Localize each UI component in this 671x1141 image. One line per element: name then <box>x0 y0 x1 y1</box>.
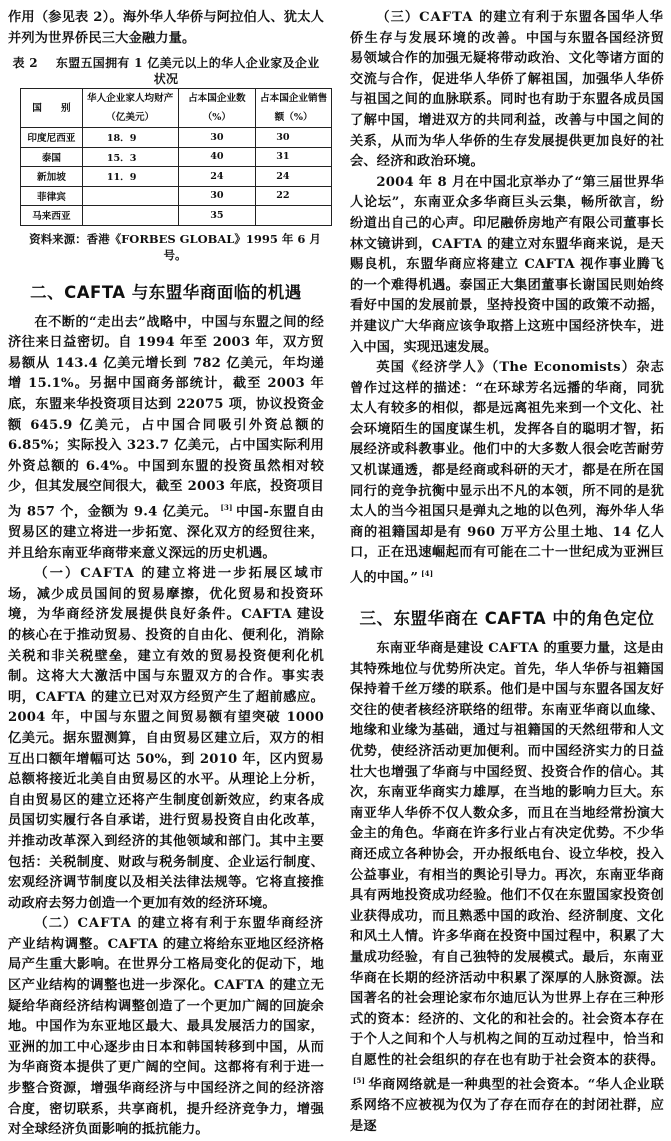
cell-country: 马来西亚 <box>21 206 83 226</box>
section-heading: 三、东盟华商在 CAFTA 中的角色定位 <box>359 609 655 629</box>
paragraph <box>350 639 664 1138</box>
subsection-heading: （三）CAFTA 的建立有利于东盟各国华人华侨生存与发展环境的改善。 <box>350 10 664 46</box>
intro-continuation: 作用（参见表 2）。海外华人华侨与阿拉伯人、犹太人并列为世界侨民三大金融力量。 <box>8 10 324 46</box>
cell-enterprise-share: 30 <box>178 128 256 148</box>
cell-sales-share: 30 <box>256 128 332 148</box>
table-header: 国 别 <box>21 89 83 128</box>
cell-sales-share: 31 <box>256 147 332 167</box>
table-header-row <box>21 89 332 128</box>
table-number: 表 2 <box>12 56 38 71</box>
table-title: 东盟五国拥有 1 亿美元以上的华人企业家及企业状况 <box>55 56 320 87</box>
paragraph-text: 中国与东盟各国经济贸易领域合作的加强无疑将带动政治、文化等诸方面的交流与合作，促进华人华侨了解祖国，加强华人华侨与祖国之间的血脉联系。同时也有助于东盟各成员国了解中国，增进双方的共同利益，改善与中国之间的关系，从而为华人华侨的生存发展提供更加良好的社会、经济和政治环境。 <box>350 30 665 170</box>
table-header: 华人企业家人均财产（亿美元） <box>82 89 178 128</box>
paragraph <box>8 914 324 1141</box>
cell-sales-share: 22 <box>256 186 332 206</box>
table-row <box>21 128 332 148</box>
paragraph-text: 中国-东盟自由贸易区的建立将进一步拓宽、深化双方的经贸往来，并且给东南亚华商带来意义深远的历史机遇。 <box>8 504 324 561</box>
paragraph-text: 英国《经济学人》（The Economists）杂志曾作过这样的描述：“在环球芳名远播的华商，同犹太人有较多的相似，都是远离祖先来到一个文化、社会环境陌生的国度谋生机，发挥各自的聪明才智，拓展经济或科教事业。他们中的大多数人很会吃苦耐劳又机谋通透，都是经商或科研的天才，都是在所在国同行的竞争抗衡中显示出不凡的本领，所不同的是犹太人的当今祖国只是弹丸之地的以色列，海外华人华商的祖籍国却是有 960 万平方公里土地、14 亿人口，正在迅速崛起而有可能在二十一世纪成为亚洲巨人的中国。” <box>350 360 664 586</box>
paragraph: 2004 年 8 月在中国北京举办了“第三届世界华人论坛”，东南亚众多华商巨头云集，畅所欲言，纷纷道出自己的心声。印尼融侨房地产有限公司董事长林文镜讲到，CAFTA 的建立对东盟华商来说，是天赐良机，东盟华商应将建立 CAFTA 视作事业腾飞的一个难得机遇。泰国正大集团董事长谢国民则始终看好中国的发展前景，坚持投资中国的政策不动摇，并建议广大华商应该争取搭上这班中国经济快车，进入中国，实现迅速发展。 <box>350 174 664 355</box>
subsection-heading: （二）CAFTA 的建立将有利于东盟华商经济产业结构调整。 <box>8 916 324 952</box>
paragraph <box>8 564 324 914</box>
cell-sales-share <box>256 206 332 226</box>
footnote-ref: [3] <box>220 503 233 513</box>
cell-country: 菲律宾 <box>21 186 83 206</box>
paragraph-text: 东南亚华商是建设 CAFTA 的重要力量，这是由其特殊地位与优势所决定。首先，华人华侨与祖籍国保持着千丝万缕的联系。他们是中国与东盟各国友好交往的使者核经济联络的纽带。东南亚华商以血缘、地缘和业缘为基础，通过与祖籍国的天然纽带和人文优势，使经济活动更加便利。而中国经济实力的日益壮大也增强了华商与中国经贸、投资合作的信心。其次，东南亚华商实力雄厚，在当地的影响力巨大。东南亚华人华侨不仅人数众多，而且在当地经常扮演大金主的角色。华商在许多行业占有决定优势。不少华商还成立各种协会，开办报纸电台、设立华校，投入公益事业，有相当的舆论引导力。再次，东南亚华商具有两地投资成功经验。他们不仅在东盟国家投资创业获得成功，而且熟悉中国的政治、经济制度、文化和风土人情。许多华商在投资中国过程中，积累了大量成功经验，有自己独特的发展模式。最后，东南亚华商在长期的经济活动中积累了深厚的人脉资源。法国著名的社会理论家布尔迪厄认为世界上存在三种形式的资本：经济的、文化的和社会的。社会资本存在于个人之间和个人与机构之间的互动过程中，恰当和自愿性的社会组织的存在也有助于社会资本的获得。 <box>350 641 664 1068</box>
cell-avg-wealth <box>82 186 178 206</box>
section-heading: 二、CAFTA 与东盟华商面临的机遇 <box>30 282 302 302</box>
cell-country: 泰国 <box>21 147 83 167</box>
cell-avg-wealth <box>82 206 178 226</box>
table-caption <box>8 55 324 87</box>
paragraph <box>8 313 324 565</box>
footnote-ref: [4] <box>421 569 434 579</box>
paragraph <box>350 8 664 173</box>
cell-sales-share: 24 <box>256 167 332 187</box>
table-row <box>21 186 332 206</box>
table-row <box>21 147 332 167</box>
cell-avg-wealth: 11．9 <box>82 167 178 187</box>
cell-enterprise-share: 40 <box>178 147 256 167</box>
cell-avg-wealth: 18．9 <box>82 128 178 148</box>
table-header: 占本国企业数（%） <box>178 89 256 128</box>
cell-country: 印度尼西亚 <box>21 128 83 148</box>
table-row <box>21 167 332 187</box>
cell-enterprise-share: 24 <box>178 167 256 187</box>
table-header: 占本国企业销售额（%） <box>256 89 332 128</box>
footnote-ref: [5] <box>353 1076 366 1086</box>
paragraph-text: CAFTA 建设的核心在于推动贸易、投资的自由化、便利化，消除关税和非关税壁垒，建立有效的贸易投资便利化机制。这将大大激活中国与东盟双方的合作。事实表明，CAFTA 的建立已对双方经贸产生了超前感应。2004 年，中国与东盟之间贸易额有望突破 1000 亿美元。据东盟测算，自由贸易区建立后，双方的相互出口额年增幅可达 50%，到 2010 年，区内贸易总额将接近北美自由贸易区的水平。从理论上分析，自由贸易区的建立还将产生制度创新效应，约束各成员国切实履行各自承诺，进行贸易投资自由化改革，并推动改革深入到经济的其他领域和部门。其中主要包括：关税制度、财政与税务制度、企业运行制度、宏观经济调节制度以及相关法律法规等。它将直接推动政府去努力创造一个更加有效的经济环境。 <box>8 607 325 911</box>
subsection-heading: （一）CAFTA 的建立将进一步拓展区域市场，减少成员国间的贸易摩擦，优化贸易和投资环境，为华商经济发展提供良好条件。 <box>8 566 324 623</box>
cell-avg-wealth: 15．3 <box>82 147 178 167</box>
table-row <box>21 206 332 226</box>
table-source: 资料来源：香港《FORBES GLOBAL》1995 年 6 月号。 <box>29 231 321 262</box>
right-column <box>350 0 664 1138</box>
paragraph <box>350 358 664 589</box>
wealth-table <box>20 88 332 226</box>
paragraph-text: CAFTA 的建立将给东亚地区经济格局产生重大影响。在世界分工格局变化的促动下，地区产业结构的调整也进一步深化。CAFTA 的建立无疑给华商经济结构调整创造了一个更加广阔的回旋余地。中国作为东亚地区最大、最具发展活力的国家，亚洲的加工中心逐步由日本和韩国转移到中国，从而为华商资本提供了更广阔的空间。这都将有利于进一步整合资源，增强华商经济与中国经济之间的经济溶合度，密切联系，共享商机，提升经济竞争力，增强对全球经济负面影响的抵抗能力。 <box>8 936 325 1138</box>
cell-enterprise-share: 30 <box>178 186 256 206</box>
paragraph-text: 在不断的“走出去”战略中，中国与东盟之间的经济往来日益密切。自 1994 年至 2003 年，双方贸易额从 143.4 亿美元增长到 782 亿美元，年均递增 15.1%。另据中国商务部统计，截至 2003 年底，东盟来华投资项目达到 22075 项，协议投资金额 645.9 亿美元，占中国合同吸引外资总额的 6.85%；实际投入 323.7 亿美元，占中国实际利用外资总额的 6.4%。中国到东盟的投资虽然相对较少，但其发展空间很大，截至 2003 年底，投资项目为 857 个，金额为 9.4 亿美元。 <box>8 314 324 520</box>
cell-enterprise-share: 35 <box>178 206 256 226</box>
cell-country: 新加坡 <box>21 167 83 187</box>
left-column <box>8 0 328 1141</box>
paragraph-text: 华商网络就是一种典型的社会资本。“华人企业联系网络不应被视为仅为了存在而存在的封闭社群，应是逐 <box>350 1077 664 1135</box>
